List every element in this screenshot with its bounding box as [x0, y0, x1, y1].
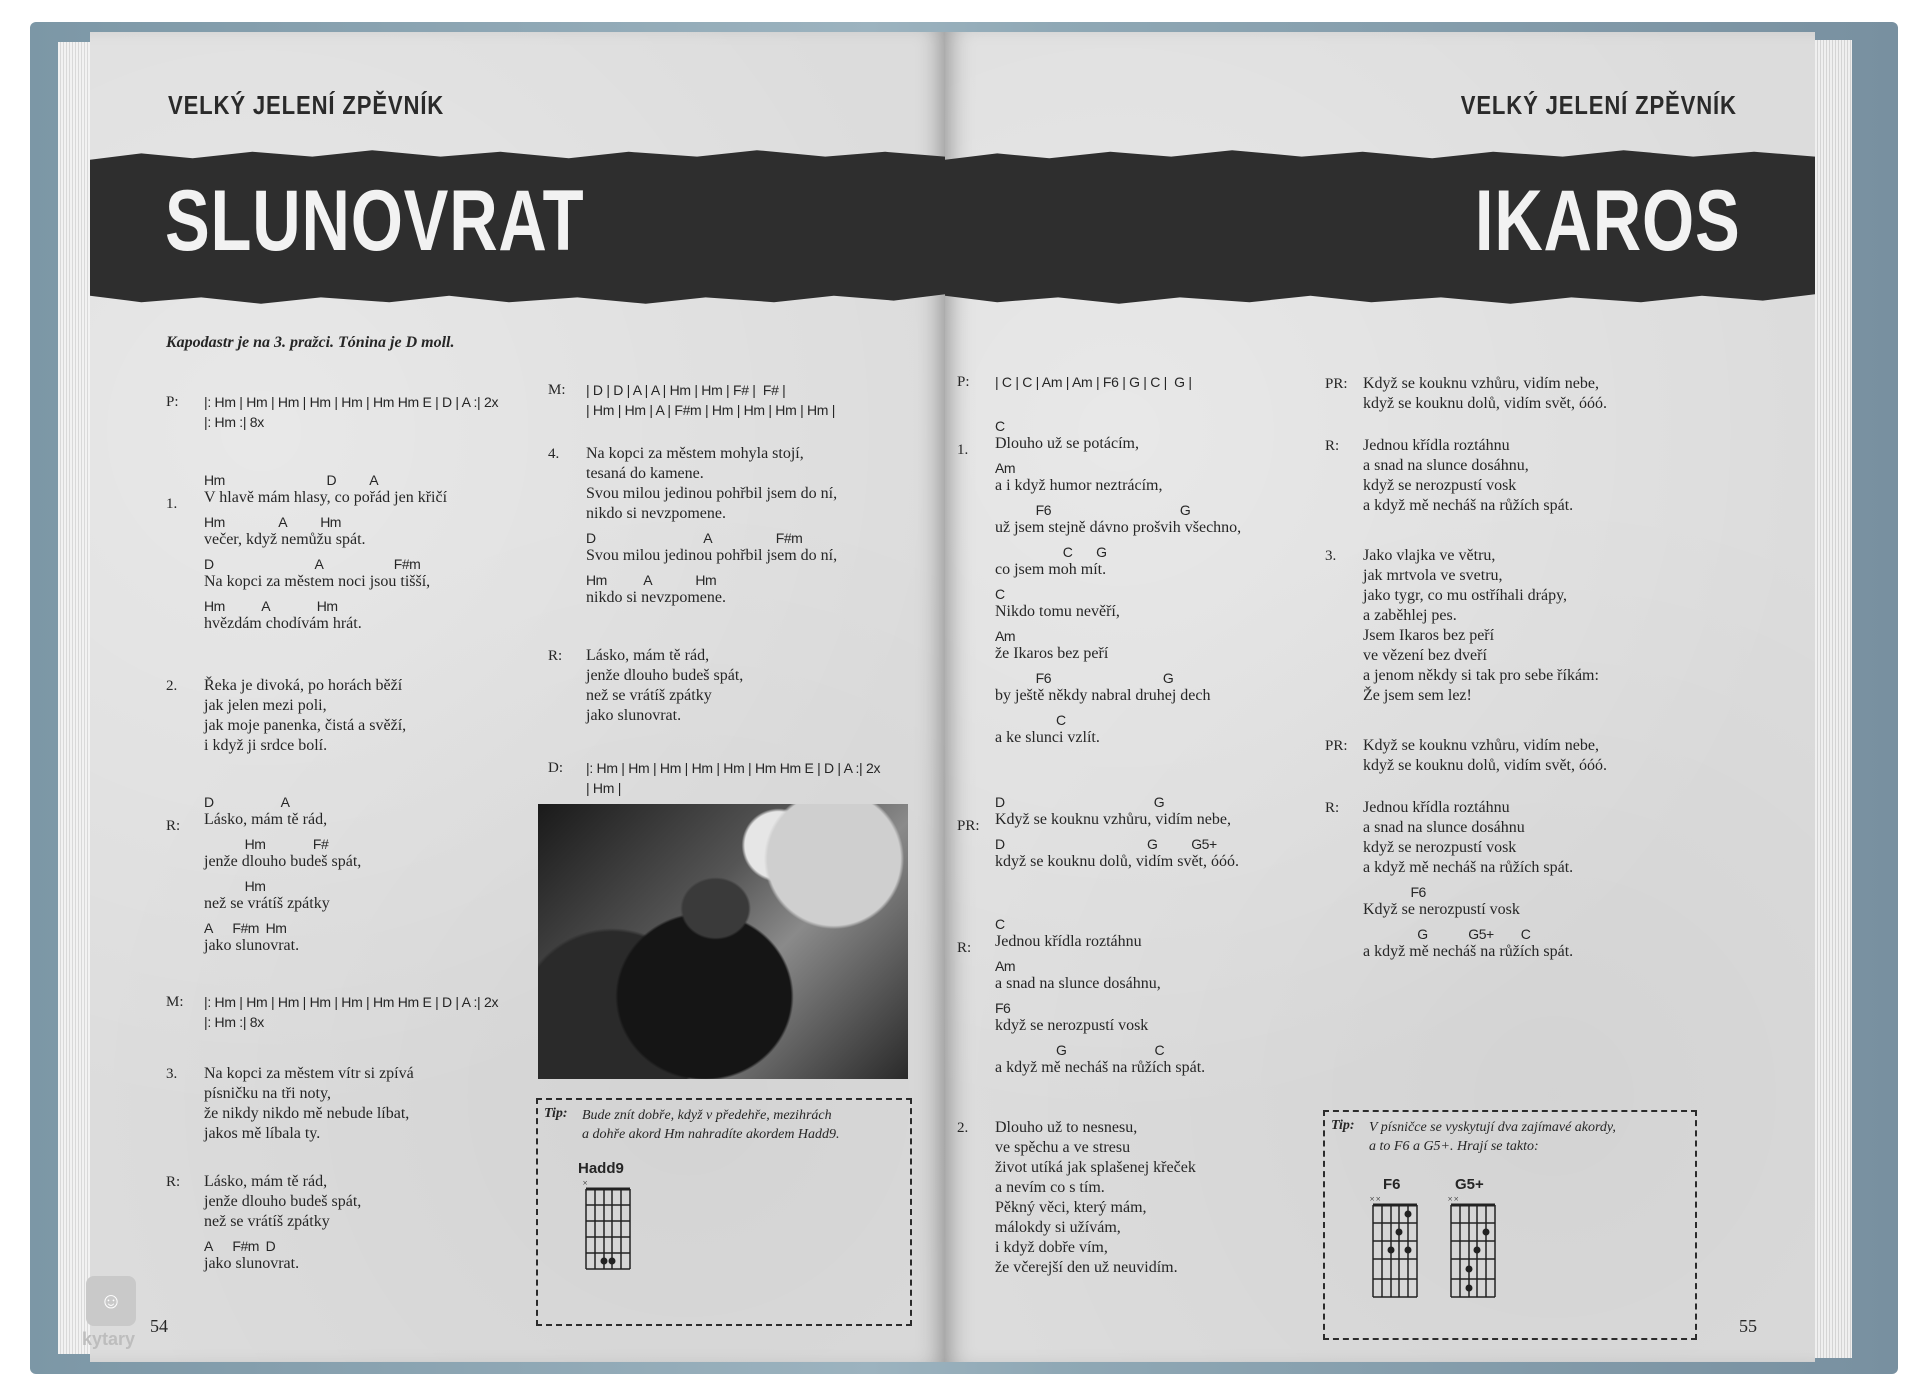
- lyric-line: a i když humor neztrácím,: [995, 477, 1163, 494]
- section-label: 2.: [957, 1120, 969, 1136]
- chord-line: G G5+ C: [1363, 926, 1531, 942]
- lyric-line: Když se nerozpustí vosk: [1363, 901, 1520, 918]
- lyric-line: Na kopci za městem vítr si zpívá: [204, 1065, 414, 1082]
- section-label: P:: [957, 374, 970, 390]
- chord-name: Hadd9: [578, 1160, 624, 1177]
- chord-line: Am: [995, 958, 1015, 974]
- section-label: 2.: [166, 678, 178, 694]
- section-label: R:: [166, 818, 181, 834]
- lyric-line: jak moje panenka, čistá a svěží,: [204, 717, 407, 734]
- page-number: 55: [1739, 1316, 1757, 1336]
- lyric-line: Jsem Ikaros bez peří: [1363, 627, 1495, 644]
- section-label: 4.: [548, 446, 560, 462]
- chord-grid: [1443, 1193, 1503, 1303]
- song-section: [166, 472, 526, 634]
- song-section: [548, 444, 928, 608]
- lyric-line: Když se kouknu vzhůru, vidím nebe,: [1363, 737, 1599, 754]
- lyric-line: Pěkný věci, který mám,: [995, 1199, 1147, 1216]
- lyric-line: že nikdy nikdo mě nebude líbat,: [204, 1105, 410, 1122]
- kytary-logo-icon: ☺: [86, 1276, 136, 1326]
- lyric-line: jako slunovrat.: [586, 707, 682, 724]
- chord-line: Hm F#: [204, 836, 329, 852]
- lyric-line: večer, když nemůžu spát.: [204, 531, 366, 548]
- chord-progression-line: |: Hm | Hm | Hm | Hm | Hm | Hm Hm E | D | A :| 2x: [204, 394, 499, 410]
- lyric-line: Řeka je divoká, po horách běží: [204, 677, 403, 694]
- chord-diagram-g5plus: [1443, 1176, 1503, 1308]
- book-header: VELKÝ JELENÍ ZPĚVNÍK: [1460, 90, 1737, 120]
- lyric-line: nikdo si nevzpomene.: [586, 589, 726, 606]
- lyric-line: ve spěchu a ve stresu: [995, 1139, 1131, 1156]
- song-section: [166, 392, 526, 432]
- lyric-line: a snad na slunce dosáhnu: [1363, 819, 1525, 836]
- chord-line: C: [995, 418, 1005, 434]
- svg-text:××: ××: [1369, 1194, 1382, 1204]
- tip-box: [536, 1098, 912, 1326]
- song-section: [1325, 374, 1725, 414]
- lyric-line: a když mě necháš na růžích spát.: [995, 1059, 1206, 1076]
- section-label: M:: [548, 382, 566, 398]
- tip-label: Tip:: [1331, 1118, 1355, 1133]
- chord-line: Am: [995, 628, 1015, 644]
- page-number: 54: [150, 1316, 168, 1336]
- lyric-line: co jsem moh mít.: [995, 561, 1107, 578]
- lyric-line: jak mrtvola ve svetru,: [1363, 567, 1503, 584]
- lyric-line: a když mě necháš na růžích spát.: [1363, 943, 1574, 960]
- section-label: PR:: [1325, 738, 1348, 754]
- lyric-line: i když ji srdce bolí.: [204, 737, 328, 754]
- song-section: [957, 418, 1357, 748]
- violinist-photo: [538, 804, 908, 1079]
- song-section: [166, 794, 526, 956]
- song-section: [166, 676, 526, 756]
- svg-text:××: ××: [1447, 1194, 1460, 1204]
- lyric-line: jak jelen mezi poli,: [204, 697, 327, 714]
- song-section: [166, 1172, 526, 1274]
- chord-line: D G: [995, 794, 1165, 810]
- chord-progression-line: |: Hm | Hm | Hm | Hm | Hm | Hm Hm E | D | A :| 2x: [204, 994, 499, 1010]
- lyric-line: a nevím co s tím.: [995, 1179, 1105, 1196]
- chord-line: C: [995, 712, 1066, 728]
- lyric-line: když se nerozpustí vosk: [1363, 477, 1517, 494]
- chord-line: Hm A Hm: [204, 514, 341, 530]
- tip-text: V písničce se vyskytují dva zajímavé akordy, a to F6 a G5+. Hrají se takto:: [1369, 1120, 1616, 1154]
- lyric-line: Svou milou jedinou pohřbil jsem do ní,: [586, 547, 838, 564]
- chord-line: Hm A Hm: [204, 598, 338, 614]
- chord-line: Hm A Hm: [586, 572, 717, 588]
- song-section: [166, 992, 526, 1032]
- lyric-line: Jednou křídla roztáhnu: [1363, 799, 1510, 816]
- song-title: SLUNOVRAT: [165, 173, 585, 269]
- lyric-line: Jako vlajka ve větru,: [1363, 547, 1496, 564]
- lyric-line: Nikdo tomu nevěří,: [995, 603, 1120, 620]
- lyric-line: Když se kouknu vzhůru, vidím nebe,: [995, 811, 1231, 828]
- song-section: [957, 916, 1357, 1078]
- lyric-line: a snad na slunce dosáhnu,: [1363, 457, 1529, 474]
- section-label: 1.: [957, 442, 969, 458]
- chord-line: Am: [995, 460, 1015, 476]
- lyric-line: když se nerozpustí vosk: [995, 1017, 1149, 1034]
- chord-progression-line: | Hm |: [586, 780, 622, 796]
- lyric-line: když se kouknu dolů, vidím svět, óóó.: [995, 853, 1239, 870]
- section-label: PR:: [957, 818, 980, 834]
- chord-line: C: [995, 586, 1005, 602]
- lyric-line: Jednou křídla roztáhnu: [1363, 437, 1510, 454]
- chord-line: D A F#m: [204, 556, 421, 572]
- lyric-line: a snad na slunce dosáhnu,: [995, 975, 1161, 992]
- chord-line: D A: [204, 794, 290, 810]
- chord-line: A F#m Hm: [204, 920, 287, 936]
- lyric-line: Dlouho už to nesnesu,: [995, 1119, 1138, 1136]
- chord-diagram-hadd9: [578, 1160, 638, 1282]
- chord-grid: [1365, 1193, 1425, 1303]
- lyric-line: Lásko, mám tě rád,: [204, 1173, 328, 1190]
- lyric-line: a když mě necháš na růžích spát.: [1363, 497, 1574, 514]
- right-page: [945, 32, 1815, 1362]
- lyric-line: než se vrátíš zpátky: [586, 687, 712, 704]
- section-label: R:: [548, 648, 563, 664]
- chord-progression-line: | C | C | Am | Am | F6 | G | C | G |: [995, 374, 1192, 390]
- lyric-line: Na kopci za městem mohyla stojí,: [586, 445, 804, 462]
- section-label: D:: [548, 760, 563, 776]
- lyric-line: Jednou křídla roztáhnu: [995, 933, 1142, 950]
- lyric-line: a jenom někdy si tak pro sebe říkám:: [1363, 667, 1599, 684]
- section-label: R:: [1325, 800, 1340, 816]
- section-label: R:: [957, 940, 972, 956]
- lyric-line: Dlouho už se potácím,: [995, 435, 1139, 452]
- lyric-line: i když dobře vím,: [995, 1239, 1108, 1256]
- song-section: [548, 646, 928, 726]
- song-section: [957, 1118, 1357, 1278]
- lyric-line: život utíká jak splašenej křeček: [995, 1159, 1196, 1176]
- svg-text:×: ×: [582, 1178, 589, 1188]
- lyric-line: jenže dlouho budeš spát,: [204, 853, 362, 870]
- lyric-line: jako slunovrat.: [204, 1255, 300, 1272]
- watermark-text: kytary: [82, 1329, 136, 1349]
- song-section: [957, 794, 1357, 872]
- section-label: P:: [166, 394, 179, 410]
- song-section: [548, 758, 928, 798]
- lyric-line: když se kouknu dolů, vidím svět, óóó.: [1363, 757, 1607, 774]
- chord-line: Hm D A: [204, 472, 379, 488]
- lyric-line: a zaběhlej pes.: [1363, 607, 1457, 624]
- lyric-line: Když se kouknu vzhůru, vidím nebe,: [1363, 375, 1599, 392]
- lyric-line: když se nerozpustí vosk: [1363, 839, 1517, 856]
- section-label: M:: [166, 994, 184, 1010]
- lyric-line: jakos mě líbala ty.: [204, 1125, 321, 1142]
- chord-line: F6: [1363, 884, 1426, 900]
- lyric-line: jako slunovrat.: [204, 937, 300, 954]
- lyric-line: by ještě někdy nabral druhej dech: [995, 687, 1211, 704]
- lyric-line: Lásko, mám tě rád,: [586, 647, 710, 664]
- page-edges-left: [58, 42, 92, 1354]
- song-section: [957, 372, 1357, 392]
- lyric-line: než se vrátíš zpátky: [204, 1213, 330, 1230]
- lyric-line: V hlavě mám hlasy, co pořád jen křičí: [204, 489, 448, 506]
- lyric-line: málokdy si užívám,: [995, 1219, 1121, 1236]
- lyric-line: už jsem stejně dávno prošvih všechno,: [995, 519, 1242, 536]
- chord-line: C: [995, 916, 1005, 932]
- song-title: IKAROS: [1474, 173, 1740, 269]
- chord-progression-line: | D | D | A | A | Hm | Hm | F# | F# |: [586, 382, 786, 398]
- section-label: R:: [166, 1174, 181, 1190]
- chord-line: A F#m D: [204, 1238, 276, 1254]
- chord-progression-line: |: Hm :| 8x: [204, 414, 264, 430]
- chord-line: G C: [995, 1042, 1165, 1058]
- section-label: R:: [1325, 438, 1340, 454]
- lyric-line: než se vrátíš zpátky: [204, 895, 330, 912]
- book-header: VELKÝ JELENÍ ZPĚVNÍK: [168, 90, 445, 120]
- chord-line: C G: [995, 544, 1107, 560]
- capo-note: Kapodastr je na 3. pražci. Tónina je D moll.: [166, 334, 455, 351]
- song-section: [166, 1064, 526, 1144]
- song-section: [1325, 798, 1725, 962]
- tip-box: [1323, 1110, 1697, 1340]
- lyric-line: když se kouknu dolů, vidím svět, óóó.: [1363, 395, 1607, 412]
- song-section: [1325, 436, 1725, 516]
- lyric-line: jako tygr, co mu ostříhali drápy,: [1363, 587, 1568, 604]
- chord-progression-line: | Hm | Hm | A | F#m | Hm | Hm | Hm | Hm |: [586, 402, 836, 418]
- lyric-line: Na kopci za městem noci jsou tišší,: [204, 573, 431, 590]
- lyric-line: hvězdám chodívám hrát.: [204, 615, 362, 632]
- lyric-line: ve vězení bez dveří: [1363, 647, 1487, 664]
- section-label: 3.: [1325, 548, 1337, 564]
- chord-grid: [578, 1177, 638, 1277]
- chord-line: Hm: [204, 878, 266, 894]
- chord-progression-line: |: Hm :| 8x: [204, 1014, 264, 1030]
- chord-name: F6: [1383, 1176, 1401, 1193]
- tip-text: Bude znít dobře, když v předehře, mezihrách a dohře akord Hm nahradíte akordem Hadd9.: [582, 1108, 840, 1142]
- chord-diagram-f6: [1365, 1176, 1425, 1308]
- lyric-line: Lásko, mám tě rád,: [204, 811, 328, 828]
- page-edges-right: [1812, 40, 1852, 1358]
- chord-name: G5+: [1455, 1176, 1484, 1193]
- lyric-line: že Ikaros bez peří: [995, 645, 1109, 662]
- section-label: 1.: [166, 496, 178, 512]
- chord-line: F6 G: [995, 502, 1191, 518]
- section-label: 3.: [166, 1066, 178, 1082]
- chord-line: D G G5+: [995, 836, 1217, 852]
- song-section: [548, 380, 928, 420]
- lyric-line: nikdo si nevzpomene.: [586, 505, 726, 522]
- song-section: [1325, 546, 1725, 706]
- chord-line: F6: [995, 1000, 1011, 1016]
- lyric-line: tesaná do kamene.: [586, 465, 704, 482]
- lyric-line: a ke slunci vzlít.: [995, 729, 1100, 746]
- left-page: [82, 32, 945, 1362]
- chord-progression-line: |: Hm | Hm | Hm | Hm | Hm | Hm Hm E | D | A :| 2x: [586, 760, 881, 776]
- lyric-line: že včerejší den už neuvidím.: [995, 1259, 1178, 1276]
- lyric-line: Svou milou jedinou pohřbil jsem do ní,: [586, 485, 838, 502]
- lyric-line: písničku na tři noty,: [204, 1085, 331, 1102]
- tip-label: Tip:: [544, 1106, 568, 1121]
- lyric-line: jenže dlouho budeš spát,: [204, 1193, 362, 1210]
- lyric-line: jenže dlouho budeš spát,: [586, 667, 744, 684]
- song-section: [1325, 736, 1725, 776]
- section-label: PR:: [1325, 376, 1348, 392]
- chord-line: F6 G: [995, 670, 1174, 686]
- chord-line: D A F#m: [586, 530, 803, 546]
- lyric-line: a když mě necháš na růžích spát.: [1363, 859, 1574, 876]
- lyric-line: Že jsem sem lez!: [1363, 687, 1472, 704]
